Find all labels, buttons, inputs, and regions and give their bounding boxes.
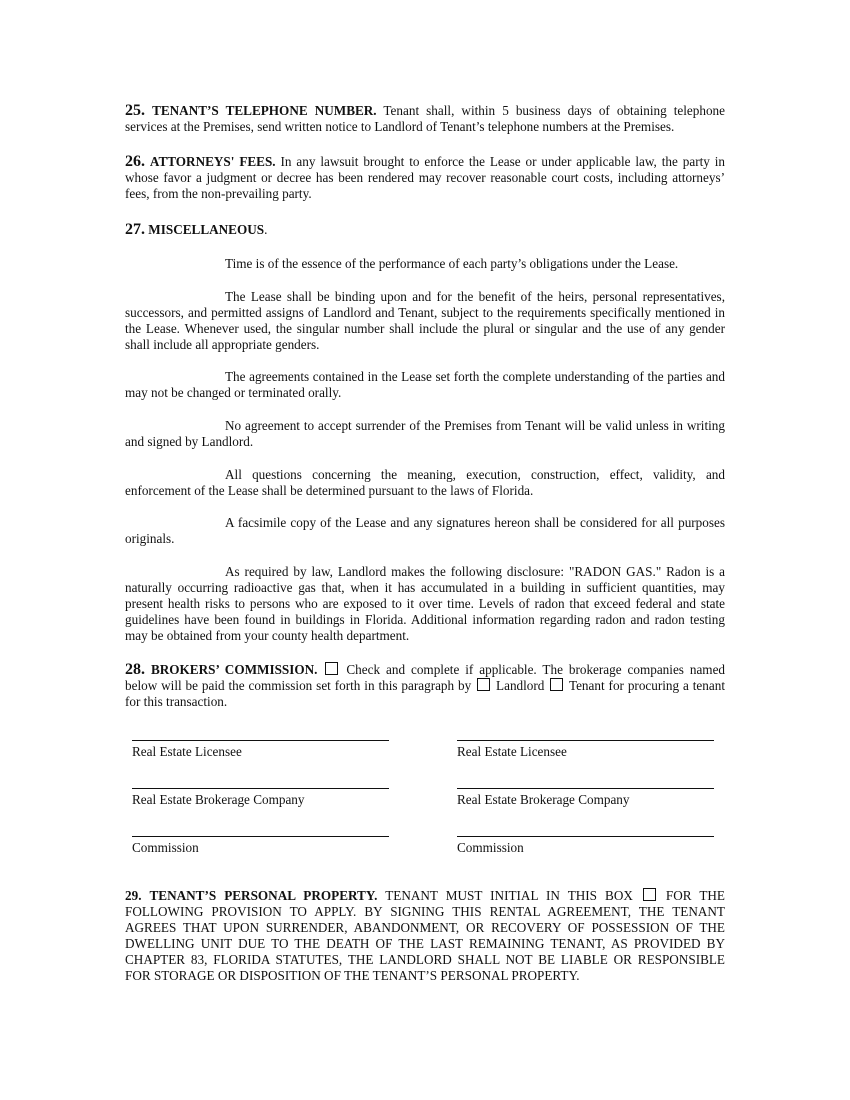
left-brokerage-label: Real Estate Brokerage Company	[132, 792, 305, 807]
right-commission-label: Commission	[457, 840, 524, 855]
tenant-checkbox[interactable]	[550, 678, 563, 691]
right-commission-line[interactable]	[457, 836, 714, 837]
section-26-text: In any lawsuit brought to enforce the Lease or under applicable law, the party in whose favor a judgment or decree has been rendered may recover reasonable court costs, including attorneys’ fees, from the non-prevailing party.	[125, 154, 725, 201]
right-licensee-signature-line[interactable]	[457, 740, 714, 741]
section-27-paragraph-3: The agreements contained in the Lease set forth the complete understanding of the parties and may not be changed or terminated orally.	[125, 369, 725, 400]
section-25-text: Tenant shall, within 5 business days of obtaining telephone services at the Premises, send written notice to Landlord of Tenant’s telephone numbers at the Premises.	[125, 103, 725, 134]
section-27-paragraph-4: No agreement to accept surrender of the Premises from Tenant will be valid unless in writing and signed by Landlord.	[125, 418, 725, 449]
section-28-text: Check and complete if applicable. The brokerage companies named below will be paid the commission set forth in this paragraph by	[125, 662, 726, 693]
section-28-number: 28.	[125, 661, 145, 678]
section-28-heading: BROKERS’ COMMISSION.	[150, 662, 318, 677]
section-26	[125, 154, 725, 202]
section-25-heading: TENANT’S TELEPHONE NUMBER.	[152, 103, 377, 118]
landlord-checkbox[interactable]	[477, 678, 490, 691]
section-27-title	[125, 222, 725, 238]
right-brokerage-label: Real Estate Brokerage Company	[457, 792, 630, 807]
section-25	[125, 103, 725, 135]
section-27-number: 27.	[125, 221, 145, 238]
section-29-heading: TENANT’S PERSONAL PROPERTY.	[149, 888, 378, 903]
section-29-text-2: FOR THE FOLLOWING PROVISION TO APPLY. BY SIGNING THIS RENTAL AGREEMENT, THE TENANT AGREES THAT UPON SURRENDER, ABANDONMENT, OR RECOVERY OF POSSESSION OF THE DWELLING UNIT DUE TO THE DEATH OF THE LAST REMAINING TENANT, AS PROVIDED BY CHAPTER 83, FLORIDA STATUTES, THE LANDLORD SHALL NOT BE LIABLE OR RESPONSIBLE FOR STORAGE OR DISPOSITION OF THE TENANT’S PERSONAL PROPERTY.	[125, 888, 725, 983]
section-25-number: 25.	[125, 102, 145, 119]
section-26-number: 26.	[125, 153, 145, 170]
tenant-option-label: Tenant for procuring a tenant for this transaction.	[125, 678, 725, 709]
section-29	[125, 888, 725, 984]
section-27-paragraph-6: A facsimile copy of the Lease and any signatures hereon shall be considered for all purposes originals.	[125, 515, 725, 546]
section-28	[125, 662, 725, 710]
left-brokerage-signature-line[interactable]	[132, 788, 389, 789]
section-27-paragraph-1: Time is of the essence of the performance of each party’s obligations under the Lease.	[225, 256, 679, 271]
section-29-number: 29.	[125, 888, 142, 903]
section-27-paragraph-7: As required by law, Landlord makes the following disclosure: "RADON GAS." Radon is a naturally occurring radioactive gas that, when it has accumulated in a building in sufficient quantities, may present health risks to persons who are exposed to it over time. Levels of radon that exceed federal and state guidelines have been found in buildings in Florida. Additional information regarding radon and radon testing may be obtained from your county health department.	[125, 564, 725, 643]
tenant-initial-box[interactable]	[643, 888, 656, 901]
section-29-text-1: TENANT MUST INITIAL IN THIS BOX	[377, 888, 641, 903]
left-commission-label: Commission	[132, 840, 199, 855]
section-26-heading: ATTORNEYS' FEES.	[149, 154, 276, 169]
section-27-heading-punct: .	[264, 222, 268, 237]
left-licensee-signature-line[interactable]	[132, 740, 389, 741]
landlord-option-label: Landlord	[492, 678, 549, 693]
section-27-heading: MISCELLANEOUS	[148, 222, 265, 237]
right-licensee-label: Real Estate Licensee	[457, 744, 567, 759]
brokers-commission-checkbox[interactable]	[325, 662, 338, 675]
left-commission-line[interactable]	[132, 836, 389, 837]
section-27-paragraph-5: All questions concerning the meaning, execution, construction, effect, validity, and enforcement of the Lease shall be determined pursuant to the laws of Florida.	[125, 467, 725, 498]
right-brokerage-signature-line[interactable]	[457, 788, 714, 789]
left-licensee-label: Real Estate Licensee	[132, 744, 242, 759]
section-27-paragraph-2: The Lease shall be binding upon and for the benefit of the heirs, personal representatives, successors, and permitted assigns of Landlord and Tenant, subject to the requirements specifically mentioned in the Lease. Whenever used, the singular number shall include the plural or singular and the use of any gender shall include all appropriate genders.	[125, 289, 725, 352]
